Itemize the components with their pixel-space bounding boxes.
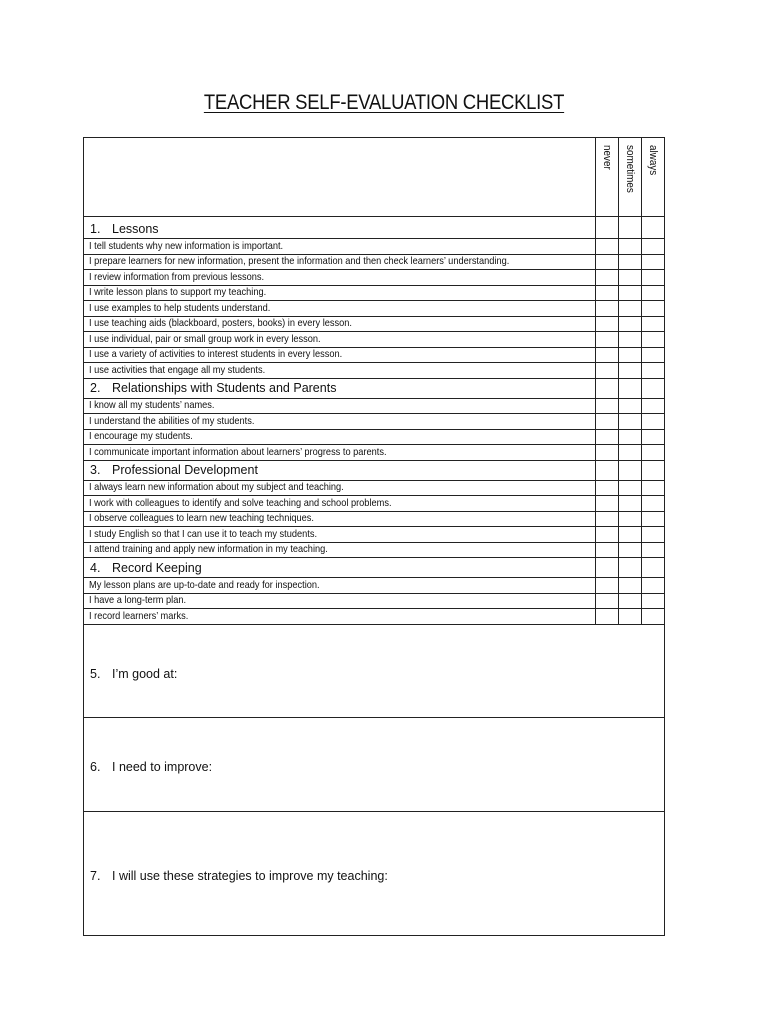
section-number: 1. xyxy=(90,222,101,236)
heading-blank-cell xyxy=(596,217,619,239)
rating-box-sometimes[interactable] xyxy=(619,285,642,301)
open-answer-area[interactable] xyxy=(84,624,665,717)
rating-box-never[interactable] xyxy=(596,480,619,496)
checklist-item-row xyxy=(84,398,665,414)
checklist-item-row xyxy=(84,332,665,348)
rating-box-sometimes[interactable] xyxy=(619,593,642,609)
rating-box-sometimes[interactable] xyxy=(619,332,642,348)
rating-box-sometimes[interactable] xyxy=(619,578,642,594)
checklist-item-label: I observe colleagues to learn new teaching techniques. xyxy=(89,512,314,525)
checklist-item-row xyxy=(84,578,665,594)
heading-blank-cell xyxy=(596,460,619,480)
section-number: 2. xyxy=(90,381,101,395)
checklist-item-text xyxy=(84,301,596,317)
rating-box-sometimes[interactable] xyxy=(619,609,642,625)
rating-box-never[interactable] xyxy=(596,609,619,625)
rating-box-never[interactable] xyxy=(596,445,619,461)
rating-box-sometimes[interactable] xyxy=(619,496,642,512)
checklist-item-label: I write lesson plans to support my teaching. xyxy=(89,286,267,299)
rating-box-never[interactable] xyxy=(596,429,619,445)
checklist-item-label: I use activities that engage all my students. xyxy=(89,363,266,376)
question-text: I need to improve: xyxy=(112,760,213,774)
checklist-item-text xyxy=(84,593,596,609)
rating-box-never[interactable] xyxy=(596,527,619,543)
checklist-item-text xyxy=(84,429,596,445)
rating-box-never[interactable] xyxy=(596,511,619,527)
column-header-sometimes: sometimes xyxy=(619,138,642,217)
checklist-item-row xyxy=(84,239,665,255)
open-question-prompt xyxy=(84,661,664,681)
section-title: Professional Development xyxy=(112,463,258,477)
rating-box-always[interactable] xyxy=(642,496,665,512)
rating-box-never[interactable] xyxy=(596,398,619,414)
checklist-item-text xyxy=(84,414,596,430)
checklist-item-row xyxy=(84,414,665,430)
checklist-item-text xyxy=(84,496,596,512)
checklist-item-row xyxy=(84,301,665,317)
checklist-item-label: I communicate important information about learners’ progress to parents. xyxy=(89,445,387,458)
checklist-item-label: I use examples to help students understand. xyxy=(89,301,271,314)
rating-box-always[interactable] xyxy=(642,429,665,445)
rating-box-always[interactable] xyxy=(642,398,665,414)
rating-box-sometimes[interactable] xyxy=(619,347,642,363)
rating-box-never[interactable] xyxy=(596,347,619,363)
checklist-item-row xyxy=(84,609,665,625)
question-text: I’m good at: xyxy=(112,666,178,681)
rating-box-always[interactable] xyxy=(642,609,665,625)
heading-blank-cell xyxy=(596,378,619,398)
heading-blank-cell xyxy=(619,460,642,480)
rating-box-always[interactable] xyxy=(642,363,665,379)
heading-blank-cell xyxy=(642,558,665,578)
rating-box-never[interactable] xyxy=(596,239,619,255)
checklist-item-label: I use a variety of activities to interest students in every lesson. xyxy=(89,348,343,361)
rating-box-always[interactable] xyxy=(642,254,665,270)
section-heading xyxy=(84,378,596,398)
rating-box-sometimes[interactable] xyxy=(619,542,642,558)
rating-box-sometimes[interactable] xyxy=(619,254,642,270)
section-heading xyxy=(84,558,596,578)
checklist-item-text xyxy=(84,363,596,379)
heading-blank-cell xyxy=(642,217,665,239)
checklist-item-text xyxy=(84,398,596,414)
checklist-item-row xyxy=(84,347,665,363)
checklist-table xyxy=(83,137,665,936)
checklist-item-row xyxy=(84,285,665,301)
rating-box-always[interactable] xyxy=(642,414,665,430)
rating-box-always[interactable] xyxy=(642,347,665,363)
section-title: Record Keeping xyxy=(112,560,202,575)
checklist-item-label: I record learners’ marks. xyxy=(89,609,189,622)
checklist-item-label: My lesson plans are up-to-date and ready for inspection. xyxy=(89,578,320,591)
question-text: I will use these strategies to improve my teaching: xyxy=(112,869,388,883)
open-question-row xyxy=(84,811,665,935)
section-heading-row xyxy=(84,378,665,398)
checklist-item-text xyxy=(84,445,596,461)
checklist-item-label: I encourage my students. xyxy=(89,430,193,443)
header-blank-cell xyxy=(84,138,596,217)
checklist-item-text xyxy=(84,609,596,625)
rating-box-never[interactable] xyxy=(596,285,619,301)
column-header-always: always xyxy=(642,138,665,217)
rating-box-never[interactable] xyxy=(596,578,619,594)
open-answer-area[interactable] xyxy=(84,811,665,935)
section-title: Relationships with Students and Parents xyxy=(112,381,337,395)
rating-box-always[interactable] xyxy=(642,578,665,594)
rating-box-always[interactable] xyxy=(642,270,665,286)
open-answer-area[interactable] xyxy=(84,717,665,811)
rating-box-sometimes[interactable] xyxy=(619,414,642,430)
open-question-row xyxy=(84,624,665,717)
rating-box-never[interactable] xyxy=(596,496,619,512)
rating-box-sometimes[interactable] xyxy=(619,239,642,255)
rating-box-sometimes[interactable] xyxy=(619,363,642,379)
rating-box-never[interactable] xyxy=(596,363,619,379)
rating-box-never[interactable] xyxy=(596,316,619,332)
rating-box-never[interactable] xyxy=(596,542,619,558)
checklist-item-label: I attend training and apply new information in my teaching. xyxy=(89,543,328,556)
rating-box-always[interactable] xyxy=(642,316,665,332)
heading-blank-cell xyxy=(619,558,642,578)
rating-box-always[interactable] xyxy=(642,445,665,461)
open-question-prompt xyxy=(84,754,664,774)
header-row xyxy=(84,138,665,217)
checklist-item-label: I use individual, pair or small group work in every lesson. xyxy=(89,332,321,345)
rating-box-sometimes[interactable] xyxy=(619,511,642,527)
checklist-item-text xyxy=(84,480,596,496)
rating-box-sometimes[interactable] xyxy=(619,301,642,317)
rating-box-sometimes[interactable] xyxy=(619,527,642,543)
checklist-item-label: I prepare learners for new information, present the information and then check learners’ understanding. xyxy=(89,255,510,268)
checklist-item-text xyxy=(84,254,596,270)
checklist-item-row xyxy=(84,445,665,461)
checklist-item-text xyxy=(84,347,596,363)
rating-box-sometimes[interactable] xyxy=(619,270,642,286)
checklist-item-row xyxy=(84,593,665,609)
checklist-item-row xyxy=(84,542,665,558)
checklist-item-row xyxy=(84,363,665,379)
question-number: 5. xyxy=(90,666,101,681)
checklist-item-text xyxy=(84,316,596,332)
column-header-never: never xyxy=(596,138,619,217)
heading-blank-cell xyxy=(642,460,665,480)
rating-box-never[interactable] xyxy=(596,332,619,348)
open-question-prompt xyxy=(84,863,664,883)
checklist-item-label: I review information from previous lessons. xyxy=(89,270,265,283)
checklist-item-row xyxy=(84,527,665,543)
rating-box-always[interactable] xyxy=(642,527,665,543)
heading-blank-cell xyxy=(619,217,642,239)
checklist-item-label: I have a long-term plan. xyxy=(89,594,187,607)
rating-box-always[interactable] xyxy=(642,239,665,255)
rating-box-sometimes[interactable] xyxy=(619,445,642,461)
checklist-item-label: I work with colleagues to identify and solve teaching and school problems. xyxy=(89,496,392,509)
rating-box-sometimes[interactable] xyxy=(619,316,642,332)
checklist-item-row xyxy=(84,429,665,445)
heading-blank-cell xyxy=(619,378,642,398)
checklist-item-label: I know all my students’ names. xyxy=(89,399,215,412)
heading-blank-cell xyxy=(596,558,619,578)
checklist-item-label: I study English so that I can use it to teach my students. xyxy=(89,527,318,540)
rating-box-sometimes[interactable] xyxy=(619,480,642,496)
checklist-item-label: I understand the abilities of my students. xyxy=(89,414,255,427)
rating-box-always[interactable] xyxy=(642,511,665,527)
checklist-item-text xyxy=(84,332,596,348)
checklist-item-row xyxy=(84,511,665,527)
rating-box-always[interactable] xyxy=(642,542,665,558)
section-title: Lessons xyxy=(112,222,159,236)
checklist-item-text xyxy=(84,270,596,286)
rating-box-always[interactable] xyxy=(642,480,665,496)
rating-box-never[interactable] xyxy=(596,254,619,270)
section-number: 4. xyxy=(90,560,101,575)
question-number: 6. xyxy=(90,760,101,774)
checklist-item-row xyxy=(84,496,665,512)
heading-blank-cell xyxy=(642,378,665,398)
checklist-item-text xyxy=(84,542,596,558)
section-heading xyxy=(84,460,596,480)
rating-box-never[interactable] xyxy=(596,593,619,609)
checklist-item-text xyxy=(84,578,596,594)
checklist-item-label: I always learn new information about my subject and teaching. xyxy=(89,481,344,494)
checklist-item-row xyxy=(84,316,665,332)
checklist-item-text xyxy=(84,527,596,543)
checklist-item-row xyxy=(84,480,665,496)
open-question-row xyxy=(84,717,665,811)
rating-box-never[interactable] xyxy=(596,414,619,430)
rating-box-always[interactable] xyxy=(642,285,665,301)
checklist-item-text xyxy=(84,239,596,255)
section-number: 3. xyxy=(90,463,101,477)
checklist-item-label: I tell students why new information is important. xyxy=(89,239,284,252)
checklist-item-label: I use teaching aids (blackboard, posters, books) in every lesson. xyxy=(89,317,352,330)
rating-box-sometimes[interactable] xyxy=(619,429,642,445)
section-heading-row xyxy=(84,217,665,239)
section-heading xyxy=(84,217,596,239)
checklist-item-row xyxy=(84,254,665,270)
checklist-item-row xyxy=(84,270,665,286)
page-title: TEACHER SELF-EVALUATION CHECKLIST xyxy=(203,91,565,114)
rating-box-never[interactable] xyxy=(596,270,619,286)
rating-box-always[interactable] xyxy=(642,593,665,609)
rating-box-sometimes[interactable] xyxy=(619,398,642,414)
section-heading-row xyxy=(84,558,665,578)
section-heading-row xyxy=(84,460,665,480)
rating-box-never[interactable] xyxy=(596,301,619,317)
rating-box-always[interactable] xyxy=(642,301,665,317)
checklist-item-text xyxy=(84,285,596,301)
question-number: 7. xyxy=(90,869,101,883)
rating-box-always[interactable] xyxy=(642,332,665,348)
checklist-item-text xyxy=(84,511,596,527)
